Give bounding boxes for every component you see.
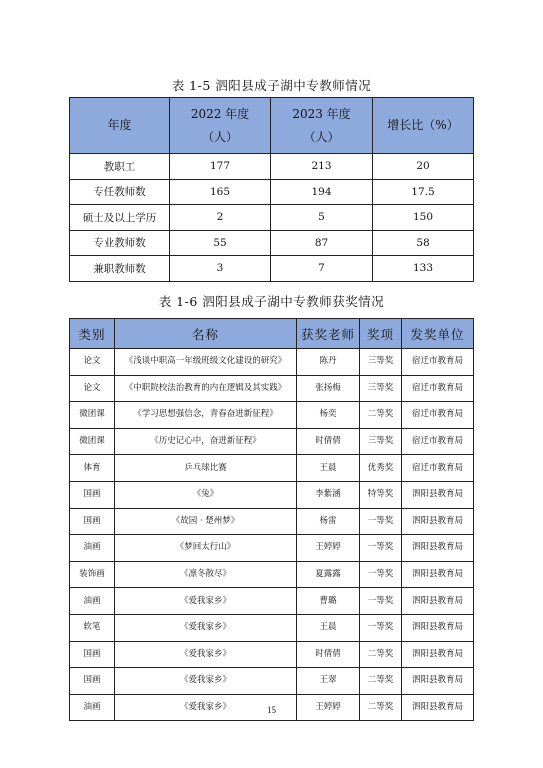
cell-title: 《故园 · 楚州梦》 (115, 508, 297, 535)
header-2022-unit: （人） (201, 129, 238, 144)
page-number: 15 (267, 705, 276, 715)
table-row (70, 154, 474, 180)
cell-award: 一等奖 (360, 508, 402, 535)
cell-issuer: 泗阳县教育局 (402, 588, 474, 615)
teacher-stats-table (69, 97, 474, 282)
cell-2023: 213 (271, 154, 373, 180)
cell-category: 油画 (70, 535, 115, 562)
cell-award: 三等奖 (360, 349, 402, 376)
cell-category: 国画 (70, 481, 115, 508)
cell-2022: 177 (170, 154, 271, 180)
header-2023-label: 2023 年度 (292, 106, 351, 121)
cell-teacher: 陈丹 (297, 349, 360, 376)
table-2-caption: 表 1-6 泗阳县成子湖中专教师获奖情况 (158, 294, 385, 309)
cell-2022: 2 (170, 205, 271, 231)
cell-category: 微团课 (70, 428, 115, 455)
table-row (70, 205, 474, 231)
cell-issuer: 宿迁市教育局 (402, 402, 474, 429)
cell-teacher: 时倩倩 (297, 428, 360, 455)
cell-title: 《兔》 (115, 481, 297, 508)
cell-award: 优秀奖 (360, 455, 402, 482)
cell-issuer: 泗阳县教育局 (402, 561, 474, 588)
table-row (70, 641, 474, 668)
cell-award: 一等奖 (360, 614, 402, 641)
cell-category: 油画 (70, 588, 115, 615)
cell-issuer: 泗阳县教育局 (402, 641, 474, 668)
header-teacher: 获奖老师 (297, 319, 360, 349)
cell-category: 国画 (70, 508, 115, 535)
header-title: 名称 (115, 319, 297, 349)
table-row (70, 455, 474, 482)
cell-award: 二等奖 (360, 641, 402, 668)
cell-category: 国画 (70, 668, 115, 695)
cell-award: 一等奖 (360, 588, 402, 615)
cell-title: 《学习思想强信念，青春奋进新征程》 (115, 402, 297, 429)
table-row (70, 402, 474, 429)
cell-title: 《爱我家乡》 (115, 588, 297, 615)
table-row (70, 508, 474, 535)
table-row (70, 588, 474, 615)
header-2023 (271, 98, 373, 154)
cell-issuer: 泗阳县教育局 (402, 535, 474, 562)
header-year: 年度 (70, 98, 170, 154)
table-row (70, 614, 474, 641)
table-row (70, 179, 474, 205)
header-2022-label: 2022 年度 (190, 106, 250, 121)
header-2023-unit: （人） (303, 129, 340, 144)
cell-category: 教职工 (70, 154, 170, 180)
cell-teacher: 王晨 (297, 614, 360, 641)
cell-2023: 194 (271, 179, 373, 205)
cell-teacher: 张扬梅 (297, 375, 360, 402)
cell-2022: 165 (170, 179, 271, 205)
table-row (70, 375, 474, 402)
cell-issuer: 宿迁市教育局 (402, 375, 474, 402)
cell-teacher: 李紫涵 (297, 481, 360, 508)
cell-category: 专任教师数 (70, 179, 170, 205)
cell-growth: 58 (373, 230, 474, 256)
cell-category: 装饰画 (70, 561, 115, 588)
cell-category: 专业教师数 (70, 230, 170, 256)
table-row (70, 256, 474, 282)
cell-teacher: 杨雷 (297, 508, 360, 535)
table-row (70, 428, 474, 455)
cell-issuer: 泗阳县教育局 (402, 481, 474, 508)
cell-category: 微团课 (70, 402, 115, 429)
cell-teacher: 夏露露 (297, 561, 360, 588)
table-row (70, 349, 474, 376)
cell-teacher: 王婷婷 (297, 535, 360, 562)
header-issuer: 发奖单位 (402, 319, 474, 349)
cell-category: 软笔 (70, 614, 115, 641)
cell-teacher: 杨奕 (297, 402, 360, 429)
header-growth: 增长比（%） (373, 98, 474, 154)
cell-growth: 20 (373, 154, 474, 180)
cell-title: 《凛冬散尽》 (115, 561, 297, 588)
cell-teacher: 王晨 (297, 455, 360, 482)
cell-issuer: 泗阳县教育局 (402, 694, 474, 721)
cell-teacher: 时倩倩 (297, 641, 360, 668)
cell-title: 《爱我家乡》 (115, 614, 297, 641)
teacher-awards-table (69, 318, 474, 721)
cell-issuer: 宿迁市教育局 (402, 428, 474, 455)
table-header-row (70, 319, 474, 349)
table-row (70, 535, 474, 562)
table-row (70, 481, 474, 508)
cell-title: 《浅谈中职高一年级班级文化建设的研究》 (115, 349, 297, 376)
cell-award: 特等奖 (360, 481, 402, 508)
header-category: 类别 (70, 319, 115, 349)
cell-title: 《中职院校法治教育的内在逻辑及其实践》 (115, 375, 297, 402)
cell-category: 油画 (70, 694, 115, 721)
cell-teacher: 曹璐 (297, 588, 360, 615)
cell-2023: 7 (271, 256, 373, 282)
cell-award: 二等奖 (360, 668, 402, 695)
cell-award: 一等奖 (360, 535, 402, 562)
cell-category: 国画 (70, 641, 115, 668)
cell-title: 《爱我家乡》 (115, 668, 297, 695)
cell-award: 一等奖 (360, 561, 402, 588)
table-1-caption: 表 1-5 泗阳县成子湖中专教师情况 (171, 78, 372, 93)
cell-category: 硕士及以上学历 (70, 205, 170, 231)
cell-2023: 5 (271, 205, 373, 231)
cell-issuer: 宿迁市教育局 (402, 455, 474, 482)
cell-title: 《历史记心中，奋进新征程》 (115, 428, 297, 455)
cell-issuer: 泗阳县教育局 (402, 614, 474, 641)
cell-category: 论文 (70, 375, 115, 402)
cell-category: 体育 (70, 455, 115, 482)
cell-title: 《爱我家乡》 (115, 694, 297, 721)
cell-issuer: 宿迁市教育局 (402, 349, 474, 376)
cell-title: 乒乓球比赛 (115, 455, 297, 482)
table-row (70, 230, 474, 256)
cell-title: 《爱我家乡》 (115, 641, 297, 668)
cell-category: 论文 (70, 349, 115, 376)
cell-2022: 55 (170, 230, 271, 256)
cell-teacher: 王翠 (297, 668, 360, 695)
cell-award: 三等奖 (360, 375, 402, 402)
cell-award: 三等奖 (360, 428, 402, 455)
table-header-row (70, 98, 474, 154)
cell-growth: 133 (373, 256, 474, 282)
cell-growth: 17.5 (373, 179, 474, 205)
cell-2022: 3 (170, 256, 271, 282)
cell-award: 二等奖 (360, 402, 402, 429)
header-2022 (170, 98, 271, 154)
cell-award: 二等奖 (360, 694, 402, 721)
cell-issuer: 泗阳县教育局 (402, 508, 474, 535)
table-row (70, 561, 474, 588)
header-award: 奖项 (360, 319, 402, 349)
cell-issuer: 泗阳县教育局 (402, 668, 474, 695)
cell-teacher: 王婷婷 (297, 694, 360, 721)
cell-growth: 150 (373, 205, 474, 231)
cell-2023: 87 (271, 230, 373, 256)
cell-category: 兼职教师数 (70, 256, 170, 282)
cell-title: 《梦回太行山》 (115, 535, 297, 562)
table-row (70, 668, 474, 695)
